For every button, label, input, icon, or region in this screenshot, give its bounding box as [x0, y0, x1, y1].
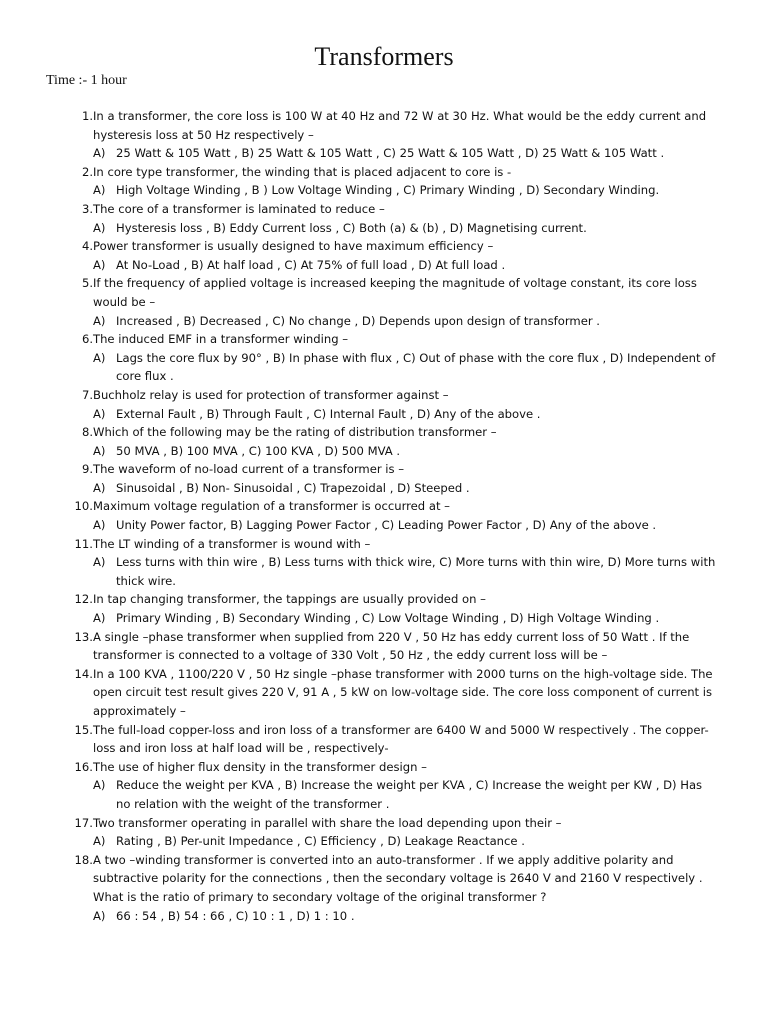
answer-options [60, 516, 720, 535]
question-number: 2. [81, 164, 93, 179]
question-number: 18. [74, 852, 93, 867]
option-text: Reduce the weight per KVA , B) Increase the weight per KVA , C) Increase the weight per KW , D) Has no relation with the weight of the transformer . [116, 778, 703, 811]
option-label: A) [93, 146, 106, 161]
question-text: In tap changing transformer, the tappings are usually provided on – [93, 592, 486, 607]
option-text: Unity Power factor, B) Lagging Power Factor , C) Leading Power Factor , D) Any of the above . [116, 518, 657, 533]
question-text: The use of higher flux density in the transformer design – [93, 759, 427, 774]
question-text: In a 100 KVA , 1100/220 V , 50 Hz single –phase transformer with 2000 turns on the high-voltage side. The open circuit test result gives 220 V, 91 A , 5 kW on low-voltage side. The core loss component of current is approximately – [93, 666, 713, 718]
option-label: A) [93, 257, 106, 272]
question-text: A single –phase transformer when supplied from 220 V , 50 Hz has eddy current loss of 50 Watt . If the transformer is connected to a voltage of 330 Volt , 50 Hz , the eddy current loss will be – [93, 629, 690, 663]
answer-options [60, 907, 720, 926]
question-item [60, 386, 720, 405]
question-text: The waveform of no-load current of a transformer is – [93, 462, 405, 477]
answer-options [60, 405, 720, 424]
question-number: 16. [74, 759, 93, 774]
option-label: A) [93, 834, 106, 849]
question-item [60, 590, 720, 609]
option-label: A) [93, 611, 106, 626]
question-number: 5. [81, 276, 93, 291]
answer-options [60, 349, 720, 386]
option-text: At No-Load , B) At half load , C) At 75% of full load , D) At full load . [116, 257, 506, 272]
question-number: 14. [74, 666, 93, 681]
option-label: A) [93, 518, 106, 533]
question-text: The core of a transformer is laminated to reduce – [93, 201, 385, 216]
option-label: A) [93, 350, 106, 365]
option-text: Less turns with thin wire , B) Less turns with thick wire, C) More turns with thin wire, D) More turns with thick wire. [116, 555, 716, 588]
question-number: 15. [74, 722, 93, 737]
option-label: A) [93, 406, 106, 421]
option-label: A) [93, 778, 106, 793]
question-number: 6. [81, 332, 93, 347]
answer-options [60, 256, 720, 275]
answer-options [60, 442, 720, 461]
question-item [60, 200, 720, 219]
option-label: A) [93, 480, 106, 495]
question-number: 17. [74, 815, 93, 830]
question-text: In core type transformer, the winding that is placed adjacent to core is - [93, 164, 512, 179]
question-text: If the frequency of applied voltage is increased keeping the magnitude of voltage constant, its core loss would be – [93, 276, 697, 309]
question-item [60, 107, 720, 144]
question-item [60, 814, 720, 833]
question-item [60, 758, 720, 777]
answer-options [60, 776, 720, 813]
page-title: Transformers [314, 42, 454, 71]
answer-options [60, 479, 720, 498]
option-text: External Fault , B) Through Fault , C) Internal Fault , D) Any of the above . [116, 406, 541, 421]
question-item [60, 330, 720, 349]
option-text: Rating , B) Per-unit Impedance , C) Efficiency , D) Leakage Reactance . [116, 834, 525, 849]
question-text: Which of the following may be the rating of distribution transformer – [93, 425, 497, 440]
question-number: 10. [74, 499, 93, 514]
question-number: 8. [81, 425, 93, 440]
question-number: 11. [74, 536, 93, 551]
question-text: Two transformer operating in parallel with share the load depending upon their – [93, 815, 562, 830]
question-item [60, 628, 720, 665]
question-item [60, 535, 720, 554]
option-text: 66 : 54 , B) 54 : 66 , C) 10 : 1 , D) 1 : 10 . [116, 908, 355, 923]
question-text: A two –winding transformer is converted into an auto-transformer . If we apply additive polarity and subtractive polarity for the connections , then the secondary voltage is 2640 V and 2160 V respectively . What is the ratio of primary to secondary voltage of the original transformer ? [93, 852, 703, 904]
question-item [60, 237, 720, 256]
question-item [60, 665, 720, 721]
question-item [60, 423, 720, 442]
option-label: A) [93, 443, 106, 458]
question-text: Power transformer is usually designed to have maximum efficiency – [93, 239, 494, 254]
question-number: 12. [74, 592, 93, 607]
question-item [60, 163, 720, 182]
question-text: The full-load copper-loss and iron loss of a transformer are 6400 W and 5000 W respectively . The copper-loss and iron loss at half load will be , respectively- [93, 722, 709, 756]
question-number: 7. [81, 387, 93, 402]
question-item [60, 497, 720, 516]
question-number: 9. [81, 462, 93, 477]
option-label: A) [93, 908, 106, 923]
option-label: A) [93, 183, 106, 198]
option-label: A) [93, 555, 106, 570]
question-item [60, 721, 720, 758]
question-item [60, 460, 720, 479]
answer-options [60, 832, 720, 851]
option-label: A) [93, 220, 106, 235]
option-text: 50 MVA , B) 100 MVA , C) 100 KVA , D) 500 MVA . [116, 443, 401, 458]
question-text: The LT winding of a transformer is wound with – [93, 536, 371, 551]
answer-options [60, 553, 720, 590]
answer-options [60, 312, 720, 331]
option-text: 25 Watt & 105 Watt , B) 25 Watt & 105 Watt , C) 25 Watt & 105 Watt , D) 25 Watt & 105 Watt . [116, 146, 665, 161]
question-number: 4. [81, 239, 93, 254]
question-number: 1. [81, 109, 93, 123]
option-text: Hysteresis loss , B) Eddy Current loss , C) Both (a) & (b) , D) Magnetising current. [116, 220, 587, 235]
option-text: Primary Winding , B) Secondary Winding , C) Low Voltage Winding , D) High Voltage Winding . [116, 611, 660, 626]
question-item [60, 851, 720, 907]
answer-options [60, 609, 720, 628]
option-text: High Voltage Winding , B ) Low Voltage Winding , C) Primary Winding , D) Secondary Winding. [116, 183, 660, 198]
question-number: 13. [74, 629, 93, 644]
question-text: In a transformer, the core loss is 100 W at 40 Hz and 72 W at 30 Hz. What would be the eddy current and hysteresis loss at 50 Hz respectively – [93, 109, 707, 142]
question-item [60, 274, 720, 311]
option-label: A) [93, 313, 106, 328]
question-text: Buchholz relay is used for protection of transformer against – [93, 387, 449, 402]
time-limit: Time :- 1 hour [46, 73, 127, 88]
answer-options [60, 144, 720, 163]
question-text: Maximum voltage regulation of a transformer is occurred at – [93, 499, 450, 514]
answer-options [60, 181, 720, 200]
question-text: The induced EMF in a transformer winding – [93, 332, 349, 347]
question-list [60, 107, 720, 925]
option-text: Sinusoidal , B) Non- Sinusoidal , C) Trapezoidal , D) Steeped . [116, 480, 470, 495]
question-number: 3. [81, 201, 93, 216]
option-text: Lags the core flux by 90° , B) In phase with flux , C) Out of phase with the core flux , D) Independent of core flux . [116, 350, 716, 384]
answer-options [60, 219, 720, 238]
option-text: Increased , B) Decreased , C) No change , D) Depends upon design of transformer . [116, 313, 600, 328]
